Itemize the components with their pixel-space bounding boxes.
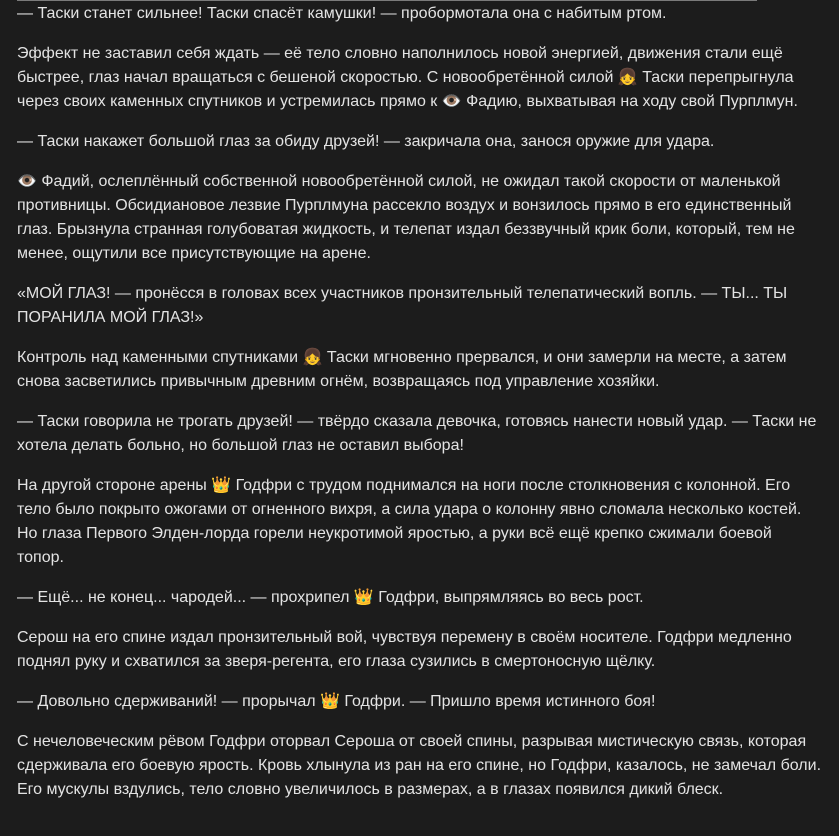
paragraph: — Таски говорила не трогать друзей! — твёрдо сказала девочка, готовясь нанести новый удар. — Таски не хотела делать больно, но большой глаз не оставил выбора! xyxy=(17,413,817,454)
top-divider xyxy=(17,0,757,1)
paragraph: — Ещё... не конец... чародей... — прохрипел 👑 Годфри, выпрямляясь во весь рост. xyxy=(17,589,644,606)
paragraph: «МОЙ ГЛАЗ! — пронёсся в головах всех участников пронзительный телепатический вопль. — ТЫ... ТЫ ПОРАНИЛА МОЙ ГЛАЗ!» xyxy=(17,285,788,326)
paragraph: С нечеловеческим рёвом Годфри оторвал Сероша от своей спины, разрывая мистическую связь, которая сдерживала его боевую ярость. Кровь хлынула из ран на его спине, но Годфри, казалось, не замечал боли. Его мускулы вздулись, тело словно увеличилось в размерах, а в глазах появился дикий блеск. xyxy=(17,733,822,798)
paragraph: — Таски станет сильнее! Таски спасёт камушки! — пробормотала она с набитым ртом. xyxy=(17,5,667,22)
paragraph: 👁️ Фадий, ослеплённый собственной новообретённой силой, не ожидал такой скорости от маленькой противницы. Обсидиановое лезвие Пурплмуна рассекло воздух и вонзилось прямо в его единственный глаз. Брызнула странная голубоватая жидкость, и телепат издал беззвучный крик боли, который, тем не менее, ощутили все присутствующие на арене. xyxy=(17,173,795,262)
paragraph: — Таски накажет большой глаз за обиду друзей! — закричала она, занося оружие для удара. xyxy=(17,133,715,150)
paragraph: Эффект не заставил себя ждать — её тело словно наполнилось новой энергией, движения стали ещё быстрее, глаз начал вращаться с бешеной скоростью. С новообретённой силой 👧 Таски перепрыгнула через своих каменных спутников и устремилась прямо к 👁️ Фадию, выхватывая на ходу свой Пурплмун. xyxy=(17,45,798,110)
paragraph: — Довольно сдерживаний! — прорычал 👑 Годфри. — Пришло время истинного боя! xyxy=(17,693,656,710)
paragraph: Серош на его спине издал пронзительный вой, чувствуя перемену в своём носителе. Годфри медленно поднял руку и схватился за зверя-регента, его глаза сузились в смертоносную щёлку. xyxy=(17,629,792,670)
paragraph: На другой стороне арены 👑 Годфри с трудом поднимался на ноги после столкновения с колонной. Его тело было покрыто ожогами от огненного вихря, а сила удара о колонну явно сломала несколько костей. Но глаза Первого Элден-лорда горели неукротимой яростью, а руки всё ещё крепко сжимали боевой топор. xyxy=(17,477,802,566)
story-text xyxy=(17,0,821,802)
paragraph: Контроль над каменными спутниками 👧 Таски мгновенно прервался, и они замерли на месте, а затем снова засветились привычным древним огнём, возвращаясь под управление хозяйки. xyxy=(17,349,787,390)
